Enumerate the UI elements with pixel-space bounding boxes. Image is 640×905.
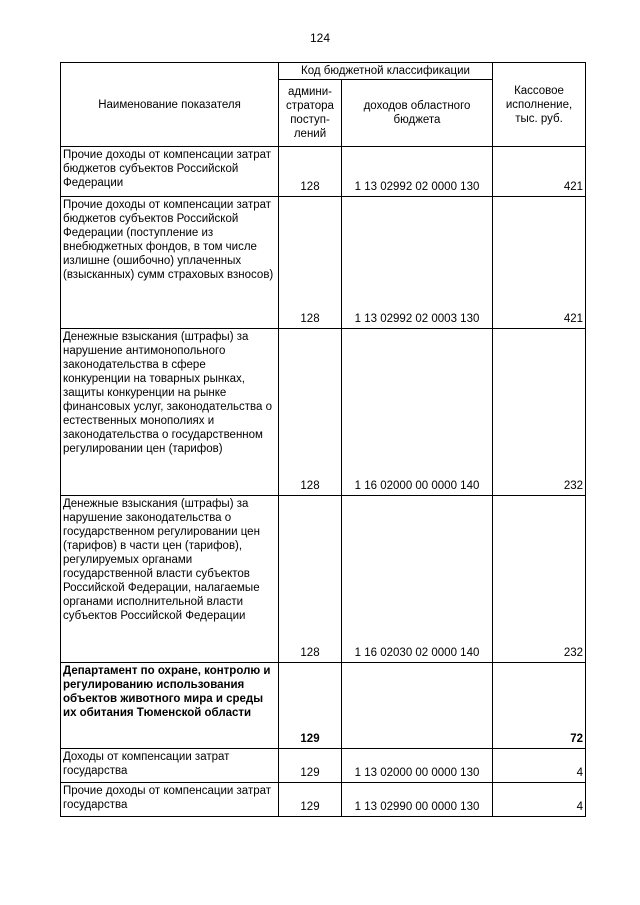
row-amount: 421 [493,147,586,197]
row-income-code: 1 16 02030 02 0000 140 [342,496,493,663]
budget-table [60,62,586,817]
row-admin-code: 128 [279,147,342,197]
row-admin-code: 128 [279,197,342,329]
row-name: Прочие доходы от компенсации затрат бюджетов субъектов Российской Федерации [61,147,279,197]
table-row [61,663,586,749]
row-amount: 4 [493,749,586,783]
row-admin-code: 129 [279,663,342,749]
row-name: Денежные взыскания (штрафы) за нарушение антимонопольного законодательства в сфере конкуренции на товарных рынках, защиты конкуренции на рынке финансовых услуг, законодательства о естественных монополиях и законодательства о государственном регулировании цен (тарифов) [61,329,279,496]
row-admin-code: 129 [279,749,342,783]
row-amount: 232 [493,329,586,496]
table-row [61,197,586,329]
row-admin-code: 129 [279,783,342,817]
table-row [61,749,586,783]
column-header-admin: админи-стратора поступ-лений [279,80,342,147]
table-row [61,147,586,197]
row-amount: 72 [493,663,586,749]
row-name: Департамент по охране, контролю и регулированию использования объектов животного мира и среды их обитания Тюменской области [61,663,279,749]
column-header-name: Наименование показателя [61,63,279,147]
row-amount: 421 [493,197,586,329]
table-row [61,496,586,663]
page-number: 124 [309,31,331,45]
row-income-code: 1 13 02990 00 0000 130 [342,783,493,817]
row-name: Прочие доходы от компенсации затрат бюджетов субъектов Российской Федерации (поступление из внебюджетных фондов, в том числе излишне (ошибочно) уплаченных (взысканных) сумм страховых взносов) [61,197,279,329]
row-admin-code: 128 [279,496,342,663]
table-row [61,329,586,496]
column-header-classification: Код бюджетной классификации [279,63,493,80]
column-header-amount: Кассовое исполнение, тыс. руб. [493,63,586,147]
row-income-code: 1 13 02000 00 0000 130 [342,749,493,783]
row-name: Доходы от компенсации затрат государства [61,749,279,783]
row-income-code: 1 13 02992 02 0003 130 [342,197,493,329]
column-header-income: доходов областного бюджета [342,80,493,147]
row-name: Денежные взыскания (штрафы) за нарушение законодательства о государственном регулировании цен (тарифов) в части цен (тарифов), регулируемых органами государственной власти субъектов Российской Федерации, налагаемые органами исполнительной власти субъектов Российской Федерации [61,496,279,663]
row-amount: 4 [493,783,586,817]
row-income-code: 1 13 02992 02 0000 130 [342,147,493,197]
row-income-code: 1 16 02000 00 0000 140 [342,329,493,496]
row-income-code [342,663,493,749]
row-admin-code: 128 [279,329,342,496]
row-name: Прочие доходы от компенсации затрат государства [61,783,279,817]
row-amount: 232 [493,496,586,663]
table-row [61,783,586,817]
